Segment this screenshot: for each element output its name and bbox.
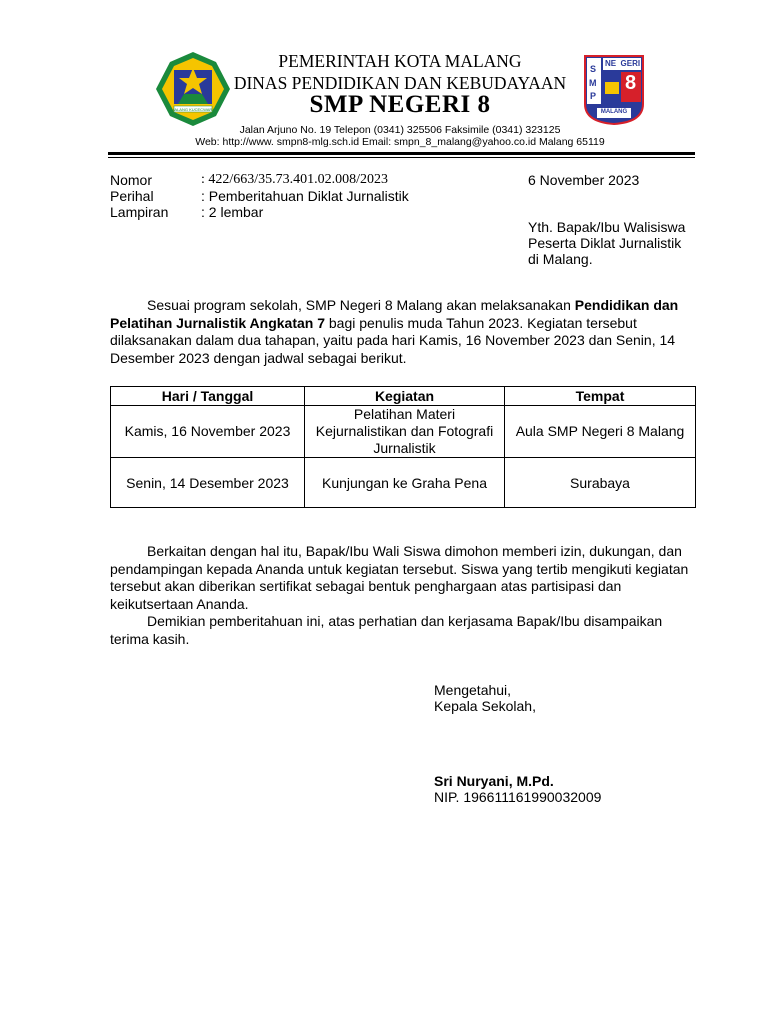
signatory-name: Sri Nuryani, M.Pd. bbox=[434, 773, 554, 789]
recipient bbox=[528, 219, 685, 267]
gov-name: PEMERINTAH KOTA MALANG bbox=[278, 51, 522, 71]
p1-text-b: bagi penulis muda Tahun 2023. Kegiatan tersebut dilaksanakan dalam dua tahapan, yaitu pada hari Kamis, 16 November 2023 dan Senin, 14 Desember 2023 dengan jadwal sebagai berikut. bbox=[110, 314, 676, 366]
school-logo-letter-p: P bbox=[590, 91, 597, 101]
recipient-line-1: Yth. Bapak/Ibu Walisiswa bbox=[528, 219, 686, 235]
recipient-line-2: Peserta Diklat Jurnalistik bbox=[528, 235, 682, 251]
school-logo bbox=[583, 54, 645, 126]
p1-text-a: Sesuai program sekolah, SMP Negeri 8 Malang akan melaksanakan bbox=[147, 297, 575, 313]
signature-acknowledged: Mengetahui, bbox=[434, 682, 512, 698]
letterhead-rule-thick bbox=[108, 152, 695, 155]
school-logo-letter-m: M bbox=[589, 78, 597, 88]
nomor-value: : 422/663/35.73.401.02.008/2023 bbox=[201, 172, 389, 187]
signature-block bbox=[434, 682, 536, 714]
perihal-value: : Pemberitahuan Diklat Jurnalistik bbox=[201, 188, 409, 204]
body-paragraph-2: Berkaitan dengan hal itu, Bapak/Ibu Wali Siswa dimohon memberi izin, dukungan, dan pendampingan kepada Ananda untuk kegiatan tersebut. Siswa yang tertib mengikuti kegiatan tersebut akan diberikan sertifikat sebagai bentuk penghargaan atas partisipasi dan keikutsertaan Ananda. bbox=[110, 543, 689, 612]
table-row bbox=[111, 458, 696, 508]
row1-activity: Pelatihan Materi Kejurnalistikan dan Fotografi Jurnalistik bbox=[305, 406, 505, 458]
row1-place: Aula SMP Negeri 8 Malang bbox=[505, 406, 696, 458]
signature-title: Kepala Sekolah, bbox=[434, 698, 536, 714]
lampiran-label: Lampiran bbox=[110, 204, 169, 220]
header-place: Tempat bbox=[505, 387, 696, 406]
city-emblem-logo bbox=[154, 50, 232, 128]
letterhead-rule-thin bbox=[108, 157, 695, 158]
header-date: Hari / Tanggal bbox=[111, 387, 305, 406]
recipient-line-3: di Malang. bbox=[528, 251, 593, 267]
perihal-label: Perihal bbox=[110, 188, 154, 204]
school-logo-number: 8 bbox=[625, 72, 637, 94]
row2-place: Surabaya bbox=[505, 458, 696, 508]
school-name: SMP NEGERI 8 bbox=[309, 91, 491, 118]
body-paragraph-1 bbox=[110, 297, 695, 367]
p1-text-bold: Pendidikan dan Pelatihan Jurnalistik Angkatan 7 bbox=[110, 297, 679, 331]
table-row bbox=[111, 406, 696, 458]
row1-date: Kamis, 16 November 2023 bbox=[111, 406, 305, 458]
school-logo-top: NE GERI bbox=[605, 59, 641, 68]
city-emblem-text: MALANG KUCECWARA bbox=[171, 107, 215, 112]
school-address: Jalan Arjuno No. 19 Telepon (0341) 325506 Faksimile (0341) 323125 bbox=[239, 124, 561, 136]
schedule-table bbox=[110, 386, 696, 508]
header-activity: Kegiatan bbox=[305, 387, 505, 406]
letter-date: 6 November 2023 bbox=[528, 172, 640, 188]
department-name: DINAS PENDIDIKAN DAN KEBUDAYAAN bbox=[233, 73, 567, 93]
table-header-row bbox=[111, 387, 696, 406]
nomor-label: Nomor bbox=[110, 172, 153, 188]
lampiran-value: : 2 lembar bbox=[201, 204, 264, 220]
school-logo-letter-s: S bbox=[590, 64, 597, 74]
school-web-email: Web: http://www. smpn8-mlg.sch.id Email: smpn_8_malang@yahoo.co.id Malang 65119 bbox=[195, 136, 605, 148]
row2-date: Senin, 14 Desember 2023 bbox=[111, 458, 305, 508]
school-logo-bottom: MALANG bbox=[600, 109, 628, 115]
row2-activity: Kunjungan ke Graha Pena bbox=[305, 458, 505, 508]
body-paragraph-3: Demikian pemberitahuan ini, atas perhatian dan kerjasama Bapak/Ibu disampaikan terima kasih. bbox=[110, 613, 663, 647]
signatory bbox=[434, 773, 601, 805]
signatory-nip: NIP. 196611161990032009 bbox=[434, 789, 602, 805]
